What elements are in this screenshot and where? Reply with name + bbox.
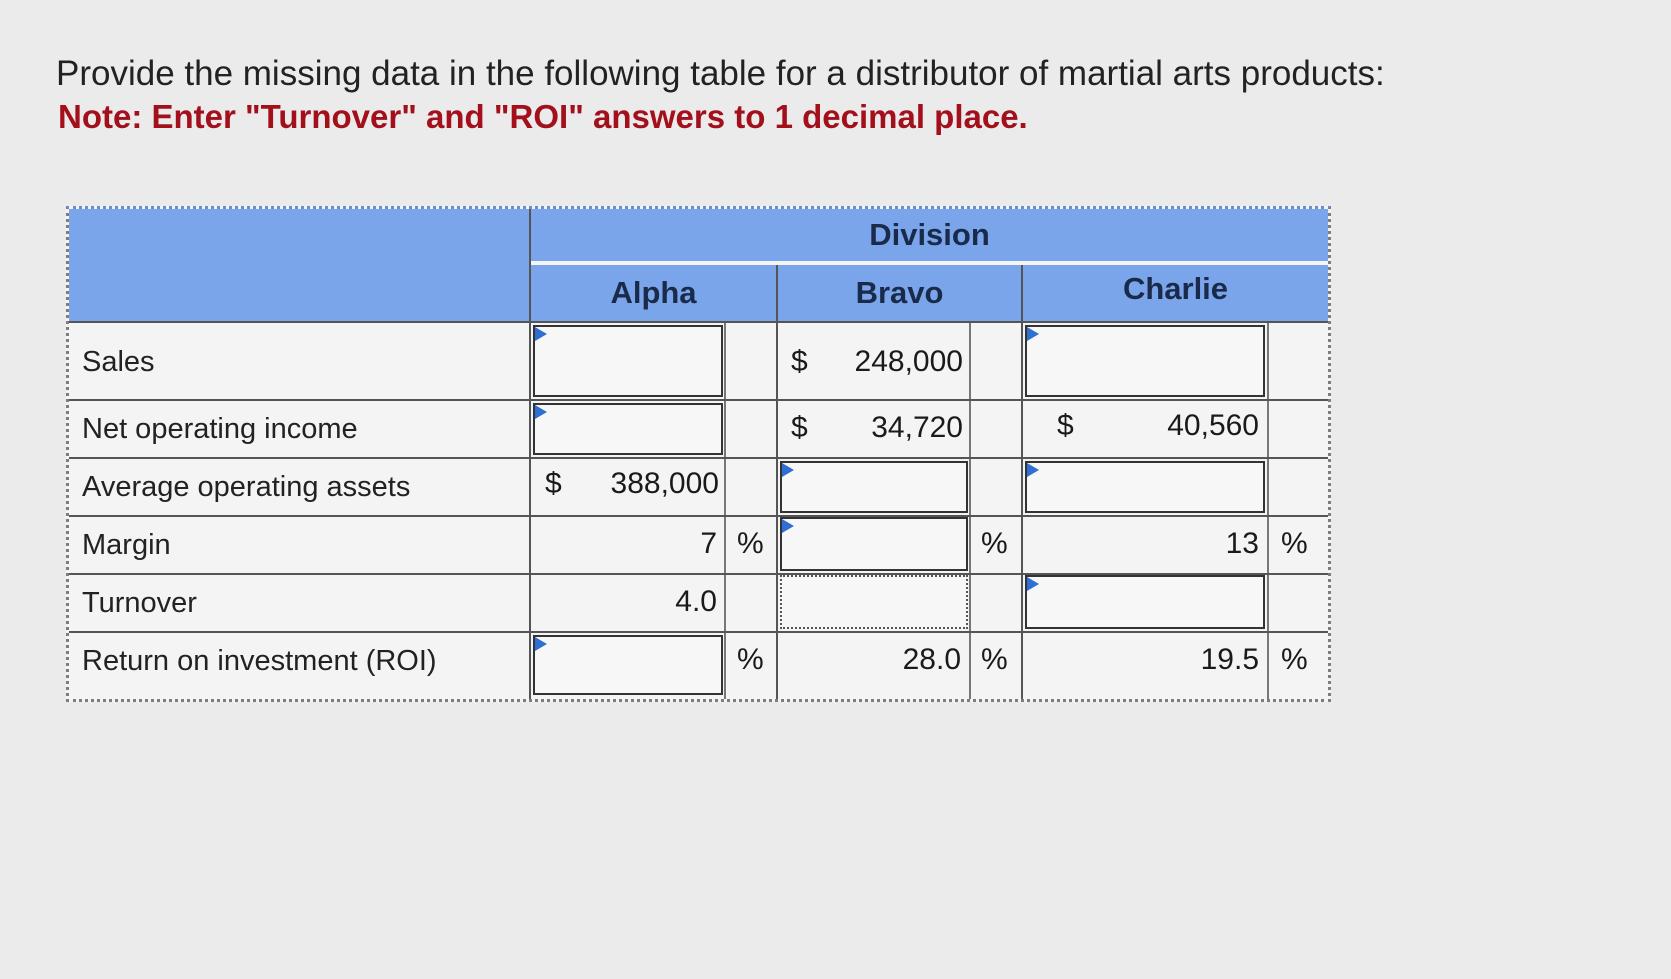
- bravo-sales-currency: $: [791, 345, 808, 378]
- alpha-assets-currency: $: [545, 467, 562, 500]
- header-label-cell: [69, 209, 529, 321]
- charlie-roi-percent: %: [1281, 643, 1308, 676]
- charlie-noi-value: 40,560: [1167, 409, 1259, 442]
- grid-line: [776, 265, 778, 699]
- column-header-bravo: Bravo: [855, 275, 944, 310]
- bravo-turnover-input[interactable]: [780, 575, 968, 629]
- input-flag-icon: [535, 637, 547, 651]
- alpha-turnover-value: 4.0: [675, 585, 717, 618]
- alpha-margin-percent: %: [737, 527, 764, 560]
- column-header-alpha: Alpha: [610, 275, 697, 310]
- grid-line: [69, 515, 1328, 517]
- bravo-noi-currency: $: [791, 411, 808, 444]
- row-label-net-operating-income: Net operating income: [82, 413, 358, 445]
- charlie-margin-value: 13: [1225, 527, 1259, 560]
- row-label-sales: Sales: [82, 346, 155, 378]
- grid-line: [69, 631, 1328, 633]
- charlie-noi-currency: $: [1057, 409, 1074, 442]
- grid-line: [1267, 321, 1269, 699]
- division-header: Division: [869, 217, 990, 252]
- alpha-margin-value: 7: [700, 527, 717, 560]
- charlie-turnover-input[interactable]: [1025, 575, 1265, 629]
- bravo-margin-percent: %: [981, 527, 1008, 560]
- bravo-noi-value: 34,720: [871, 411, 963, 444]
- alpha-roi-percent: %: [737, 643, 764, 676]
- input-flag-icon: [782, 519, 794, 533]
- column-header-charlie: Charlie: [1122, 271, 1229, 306]
- answer-table: [66, 206, 1331, 702]
- alpha-assets-value: 388,000: [610, 467, 719, 500]
- question-note: Note: Enter "Turnover" and "ROI" answers to 1 decimal place.: [58, 98, 1028, 135]
- bravo-margin-input[interactable]: [780, 517, 968, 571]
- input-flag-icon: [535, 405, 547, 419]
- grid-line: [69, 457, 1328, 459]
- input-flag-icon: [782, 463, 794, 477]
- bravo-assets-input[interactable]: [780, 461, 968, 513]
- input-flag-icon: [535, 327, 547, 341]
- charlie-roi-value: 19.5: [1200, 643, 1259, 676]
- charlie-sales-input[interactable]: [1025, 325, 1265, 397]
- row-label-turnover: Turnover: [82, 587, 197, 619]
- alpha-sales-input[interactable]: [533, 325, 723, 397]
- bravo-roi-value: 28.0: [902, 643, 961, 676]
- input-flag-icon: [1027, 463, 1039, 477]
- grid-line: [529, 209, 531, 699]
- bravo-roi-percent: %: [981, 643, 1008, 676]
- bravo-sales-value: 248,000: [854, 345, 963, 378]
- grid-line: [724, 321, 726, 699]
- grid-line: [1021, 265, 1023, 699]
- input-flag-icon: [1027, 327, 1039, 341]
- row-label-roi: Return on investment (ROI): [82, 645, 437, 677]
- row-label-margin: Margin: [82, 529, 171, 561]
- charlie-assets-input[interactable]: [1025, 461, 1265, 513]
- grid-line: [969, 321, 971, 699]
- alpha-roi-input[interactable]: [533, 635, 723, 695]
- input-flag-icon: [1027, 577, 1039, 591]
- row-label-average-operating-assets: Average operating assets: [82, 471, 411, 503]
- grid-line: [69, 321, 1328, 323]
- charlie-margin-percent: %: [1281, 527, 1308, 560]
- alpha-net-operating-income-input[interactable]: [533, 403, 723, 455]
- grid-line: [69, 399, 1328, 401]
- question-prompt: Provide the missing data in the following table for a distributor of martial arts products:: [56, 54, 1385, 93]
